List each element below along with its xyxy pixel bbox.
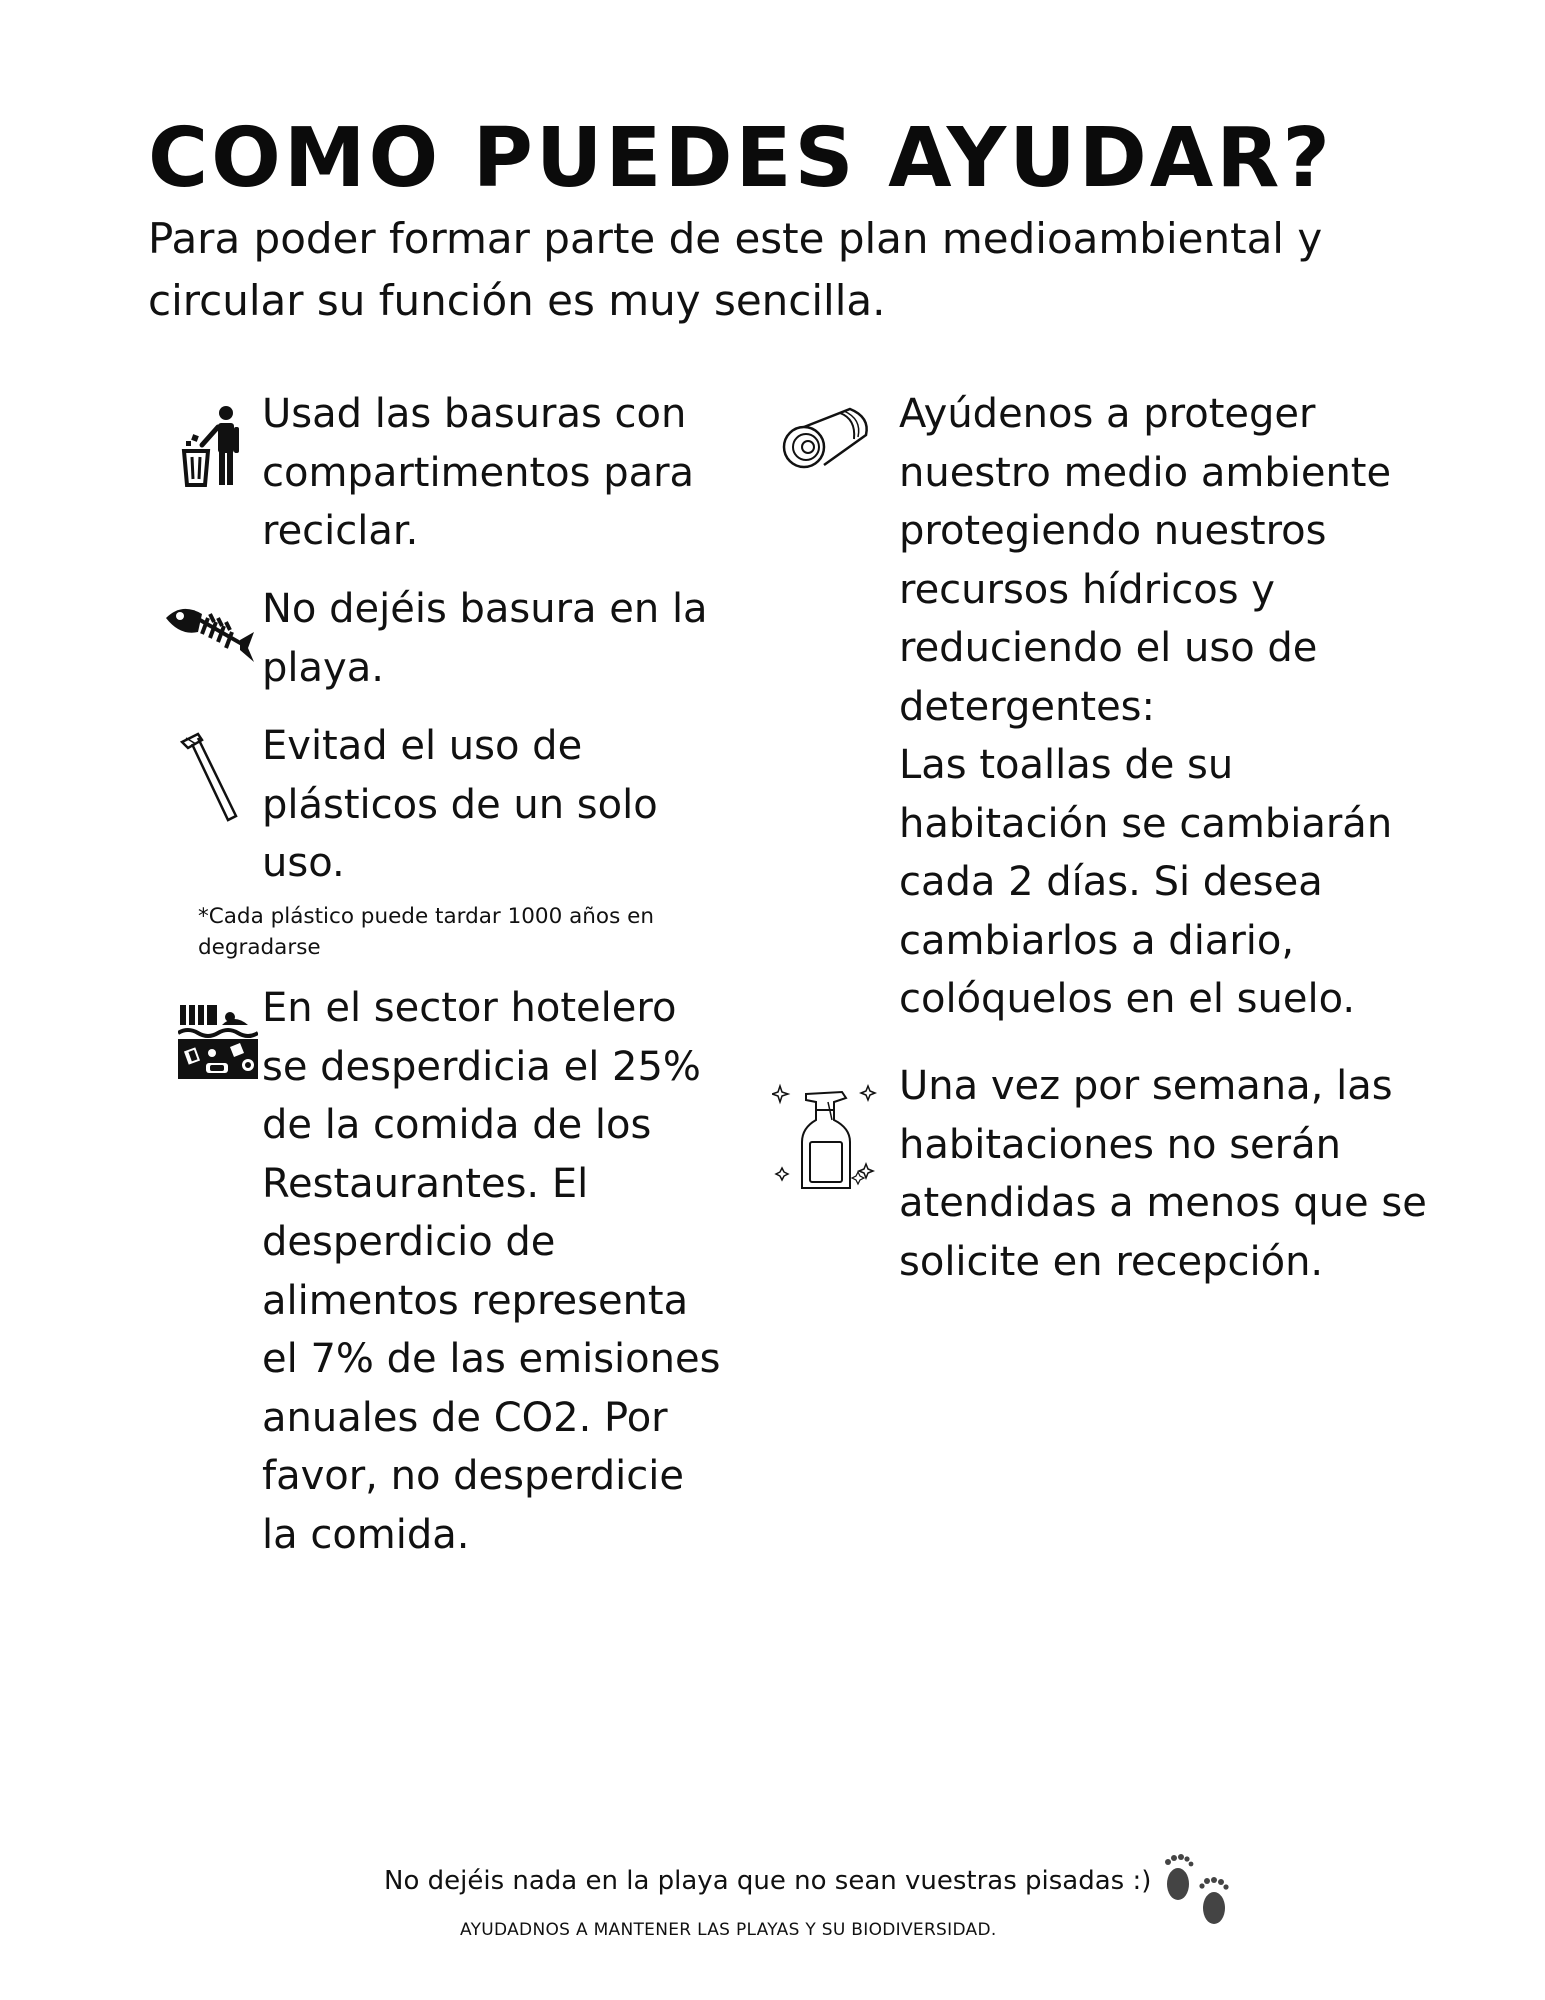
tip-single-use-plastic-text: Evitad el uso de plásticos de un solo uso. bbox=[262, 723, 658, 886]
tip-recycling-text: Usad las basuras con compartimentos para reciclar. bbox=[262, 391, 695, 554]
spray-bottle-icon bbox=[772, 1080, 882, 1192]
tip-room-service-text: Una vez por semana, las habitaciones no serán atendidas a menos que se solicite en recepción. bbox=[899, 1063, 1427, 1285]
plastic-footnote: *Cada plástico puede tardar 1000 años en degradarse bbox=[198, 904, 654, 960]
page-subtitle: Para poder formar parte de este plan medioambiental y circular su función es muy sencilla. bbox=[148, 214, 1323, 325]
rolled-towel-icon bbox=[780, 405, 872, 471]
straw-icon bbox=[178, 730, 244, 822]
page-title: COMO PUEDES AYUDAR? bbox=[148, 111, 1333, 206]
fish-skeleton-icon bbox=[162, 592, 256, 664]
food-waste-icon bbox=[178, 1003, 258, 1079]
tip-towels-text: Las toallas de su habitación se cambiarán cada 2 días. Si desea cambiarlos a diario, colóquelos en el suelo. bbox=[899, 742, 1393, 1022]
tip-beach-litter-text: No dejéis basura en la playa. bbox=[262, 586, 708, 691]
footer-tagline: AYUDADNOS A MANTENER LAS PLAYAS Y SU BIODIVERSIDAD. bbox=[460, 1920, 997, 1940]
tip-water-resources-text: Ayúdenos a proteger nuestro medio ambiente protegiendo nuestros recursos hídricos y reduciendo el uso de detergentes: bbox=[899, 391, 1392, 730]
recycling-person-icon bbox=[178, 405, 244, 487]
footer-message: No dejéis nada en la playa que no sean vuestras pisadas :) bbox=[384, 1866, 1152, 1896]
tip-food-waste-text: En el sector hotelero se desperdicia el 25% de la comida de los Restaurantes. El desperdicio de alimentos representa el 7% de las emisiones anuales de CO2. Por favor, no desperdicie la comida. bbox=[262, 985, 721, 1558]
footprints-icon bbox=[1162, 1850, 1236, 1930]
